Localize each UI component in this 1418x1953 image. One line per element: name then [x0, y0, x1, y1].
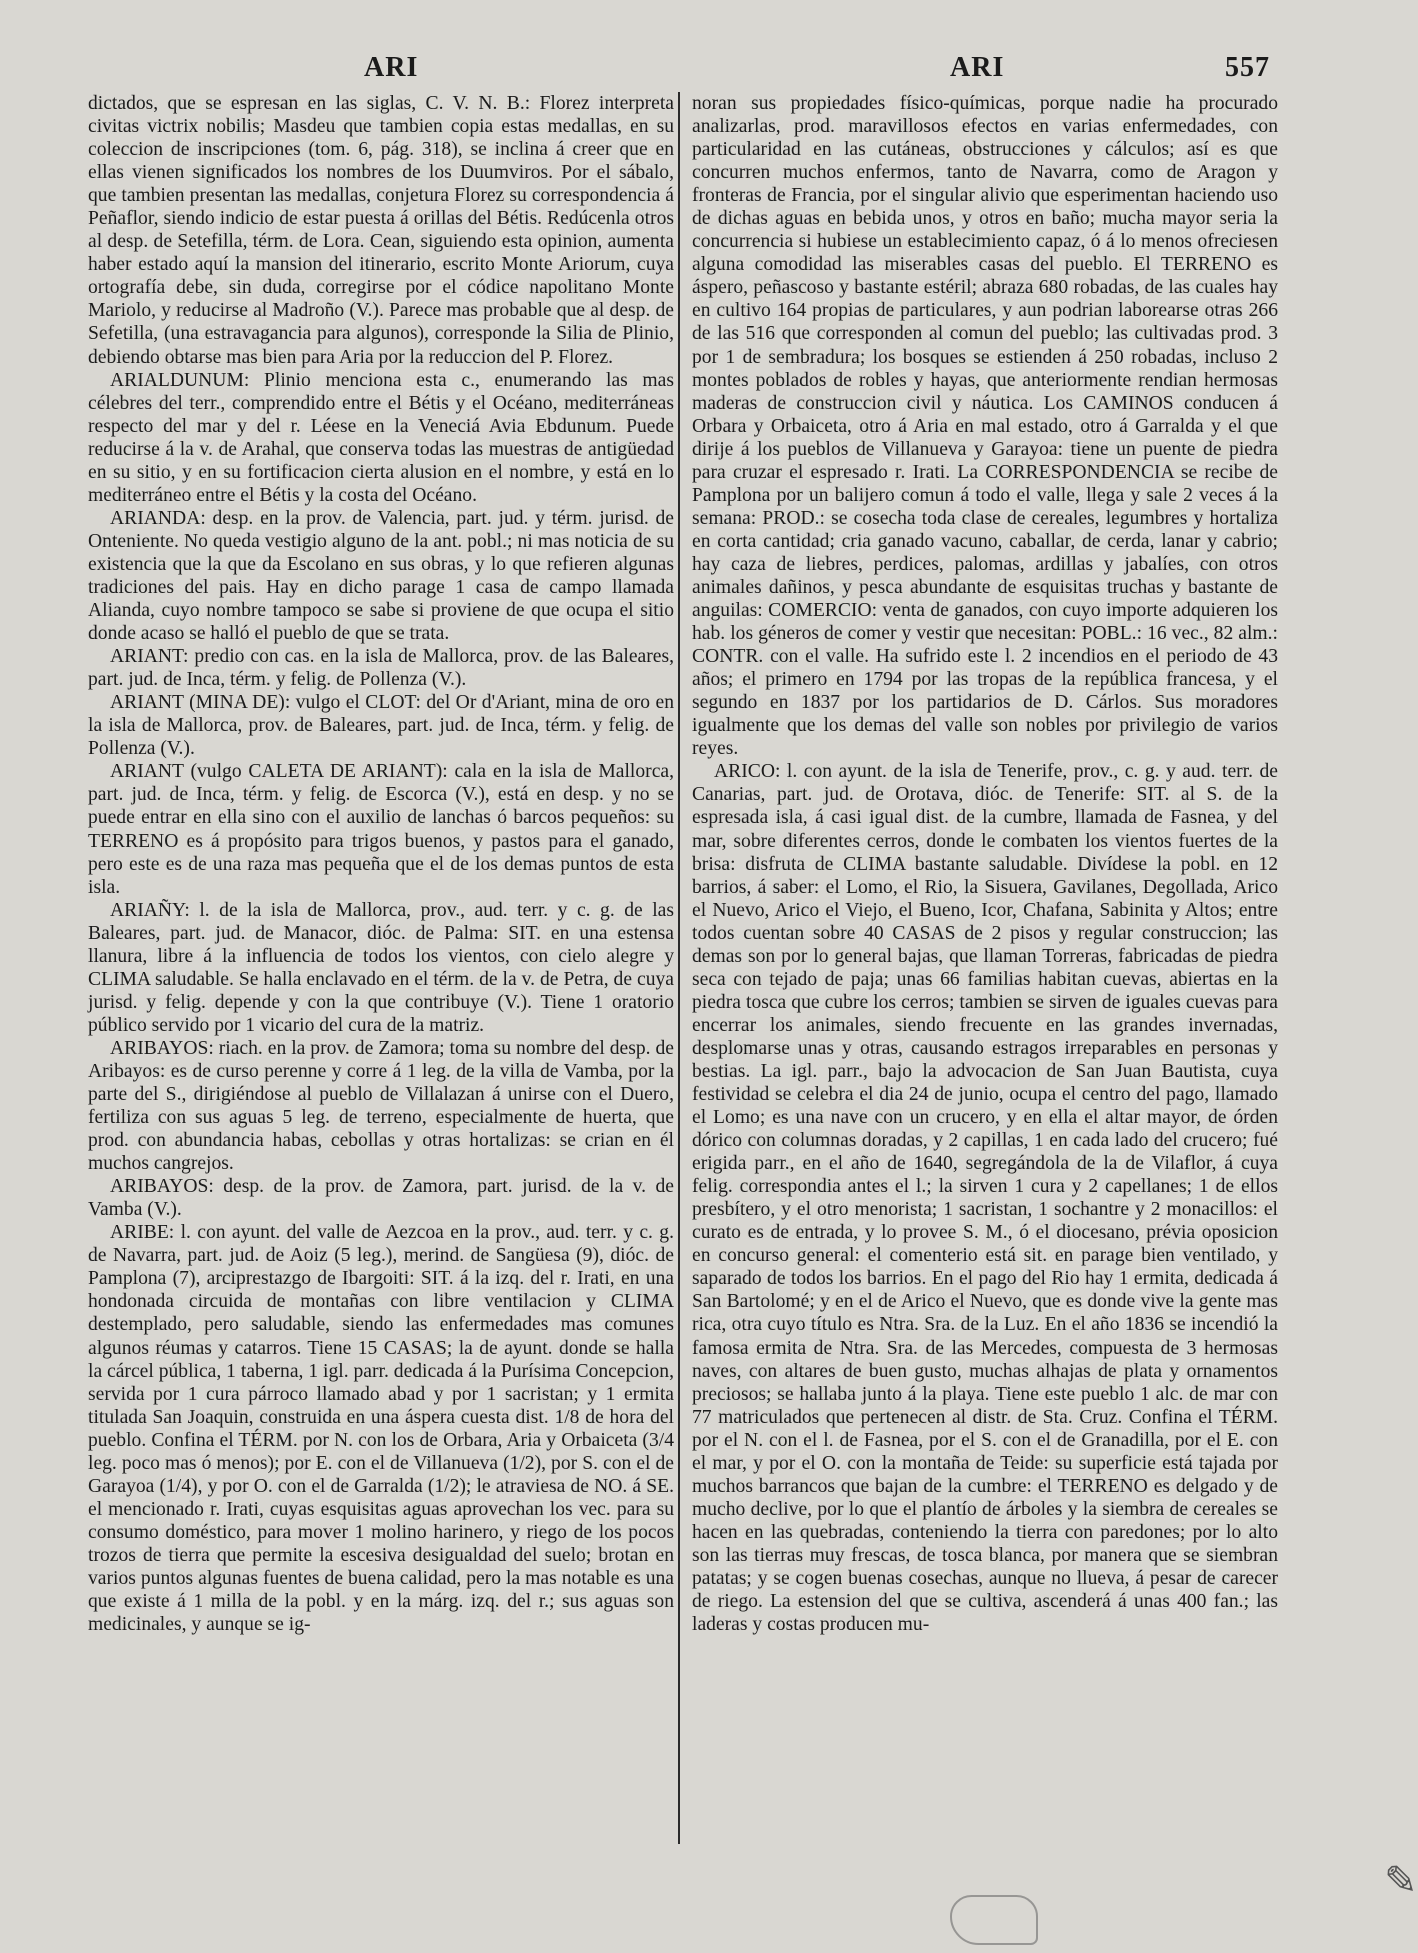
left-column	[88, 92, 674, 1636]
dictionary-entry: noran sus propiedades físico-químicas, porque nadie ha procurado analizarlas, prod. maravillosos efectos en varias enfermedades, con particularidad en las cutáneas, obstrucciones y cálculos; así es que concurren muchos enfermos, tanto de Navarra, como de Aragon y fronteras de Francia, por el singular alivio que esperimentan haciendo uso de dichas aguas en bebida unos, y otros en baño; mucha mayor seria la concurrencia si hubiese un establecimiento capaz, ó á lo menos ofreciesen alguna comodidad las miserables casas del pueblo. El TERRENO es áspero, peñascoso y bastante estéril; abraza 680 robadas, de las cuales hay en cultivo 164 propias de particulares, y aun podrian laborearse otras 266 de las 516 que corresponden al comun del pueblo; las cultivadas prod. 3 por 1 de sembradura; los bosques se estienden á 250 robadas, incluso 2 montes poblados de robles y hayas, que anteriormente rendian hermosas maderas de construccion civil y náutica. Los CAMINOS conducen á Orbara y Orbaiceta, otro á Aria en mal estado, otro á Garralda y el que dirije á los pueblos de Villanueva y Garayoa: tiene un puente de piedra para cruzar el espresado r. Irati. La CORRESPONDENCIA se recibe de Pamplona por un balijero comun á todo el valle, llega y sale 2 veces á la semana: PROD.: se cosecha toda clase de cereales, legumbres y hortaliza en corta cantidad; cria ganado vacuno, caballar, de cerda, lanar y cabrio; hay caza de liebres, perdices, palomas, ardillas y jabalíes, con otros animales dañinos, y pesca abundante de esquisitas truchas y bastante de anguilas: COMERCIO: venta de ganados, con cuyo importe adquieren los hab. los géneros de comer y vestir que necesitan: POBL.: 16 vec., 82 alm.: CONTR. con el valle. Ha sufrido este l. 2 incendios en el periodo de 43 años; el primero en 1794 por las tropas de la república francesa, y el segundo en 1837 por los partidarios de D. Cárlos. Sus moradores igualmente que los demas del valle son nobles por privilegio de varios reyes.	[692, 93, 1278, 760]
dictionary-entry: ARIANT (MINA DE): vulgo el CLOT: del Or d'Ariant, mina de oro en la isla de Mallorca, prov. de Baleares, part. jud. de Inca, térm. y felig. de Pollenza (V.).	[88, 692, 674, 760]
right-running-title: ARI	[950, 52, 1005, 83]
dictionary-entry: ARIANT (vulgo CALETA DE ARIANT): cala en la isla de Mallorca, part. jud. de Inca, térm. y felig. de Escorca (V.), está en desp. y no se puede entrar en ella sino con el auxilio de lanchas ó barcos pequeños: su TERRENO es á propósito para trigos buenos, y pastos para el ganado, pero este es de una raza mas pequeña que el de los demas puntos de esta isla.	[88, 761, 674, 898]
dictionary-entry: ARICO: l. con ayunt. de la isla de Tenerife, prov., c. g. y aud. terr. de Canarias, part. jud. de Orotava, dióc. de Tenerife: SIT. al S. de la espresada isla, á casi igual dist. de la cumbre, llamada de Fasnea, y del mar, sobre diferentes cerros, donde le combaten los vientos fuertes de la brisa: disfruta de CLIMA bastante saludable. Divídese la pobl. en 12 barrios, á saber: el Lomo, el Rio, la Sisuera, Gavilanes, Degollada, Arico el Nuevo, Arico el Viejo, el Bueno, Icor, Chafana, Sabinita y Altos; entre todos cuentan sobre 40 CASAS de 2 pisos y regular construccion; las demas son por lo general bajas, que llaman Torreras, fabricadas de piedra seca con tejado de paja; unas 66 familias habitan cuevas, abiertas en la piedra tosca que cubre los cerros; tambien se sirven de iguales cuevas para encerrar los animales, siendo frecuente en las grandes invernadas, desplomarse unas y otras, causando estragos irreparables en personas y bestias. La igl. parr., bajo la advocacion de San Juan Bautista, cuya festividad se celebra el dia 24 de junio, ocupa el centro del pago, llamado el Lomo; es una nave con un crucero, y en ella el altar mayor, de órden dórico con columnas doradas, y 2 capillas, 1 en cada lado del crucero; fué erigida parr., en el año de 1640, segregándola de la de Vilaflor, á cuya felig. correspondia antes el l.; la sirven 1 cura y 2 capellanes; 1 de ellos presbítero, y el otro menorista; 1 sacristan, 1 sochantre y 2 monacillos: el curato es de entrada, y lo provee S. M., ó el diocesano, prévia oposicion en concurso general: el comenterio está sit. en parage bien ventilado, y saparado de todos los barrios. En el pago del Rio hay 1 ermita, dedicada á San Bartolomé; y en el de Arico el Nuevo, que es donde vive la gente mas rica, otra cuyo título es Ntra. Sra. de la Luz. En el año 1836 se incendió la famosa ermita de Ntra. Sra. de las Mercedes, compuesta de 3 hermosas naves, con altares de buen gusto, muchas alhajas de plata y ornamentos preciosos; se hallaba junto á la playa. Tiene este pueblo 1 alc. de mar con 77 matriculados que pertenecen al distr. de Sta. Cruz. Confina el TÉRM. por el N. con el l. de Fasnea, por el S. con el de Granadilla, por el E. con el mar, y por el O. con la montaña de Teide: su superficie está tajada por muchos barrancos que bajan de la cumbre: el TERRENO es delgado y de mucho declive, por lo que el plantío de árboles y la siembra de cereales se hacen en las quebradas, conteniendo la tierra con paredones; por lo alto son las tierras muy frescas, de tosca blanca, por manera que se siembran patatas; y se cogen buenas cosechas, aunque no llueva, á pesar de carecer de riego. La estension del que se cultiva, ascenderá á unas 400 fan.; las laderas y costas producen mu-	[692, 761, 1278, 1636]
left-running-title: ARI	[364, 52, 419, 83]
dictionary-entry: ARIALDUNUM: Plinio menciona esta c., enumerando las mas célebres del terr., comprendido entre el Bétis y el Océano, mediterráneas respecto del mar y del r. Léese en la Veneciá Avia Ebdunum. Puede reducirse á la v. de Arahal, que conserva todas las muestras de antigüedad en su sitio, y en su fortificacion cierta alusion en el nombre, y está en lo mediterráneo entre el Bétis y la costa del Océano.	[88, 369, 674, 506]
margin-handwriting-icon: ✎	[1384, 1858, 1418, 1904]
page-number: 557	[1225, 52, 1270, 83]
right-column	[692, 92, 1278, 1636]
dictionary-entry: ARIANT: predio con cas. en la isla de Mallorca, prov. de las Baleares, part. jud. de Inca, térm. y felig. de Pollenza (V.).	[88, 646, 674, 691]
dictionary-entry: dictados, que se espresan en las siglas, C. V. N. B.: Florez interpreta civitas victrix nobilis; Masdeu que tambien copia estas medallas, en su coleccion de inscripciones (tom. 6, pág. 318), se inclina á creer que en ellas vienen significados los nombres de los Duumviros. Por el sábalo, que tambien presentan las medallas, conjetura Florez su correspondencia á Peñaflor, siendo indicio de estar puesta á orillas del Bétis. Redúcenla otros al desp. de Setefilla, térm. de Lora. Cean, siguiendo esta opinion, aumenta haber estado aquí la mansion del itinerario, escrito Monte Ariorum, cuya ortografía debe, sin duda, corregirse por el códice napolitano Monte Mariolo, y reducirse al Madroño (V.). Parece mas probable que al desp. de Sefetilla, (una estravagancia para algunos), corresponde la Silia de Plinio, debiendo obtarse mas bien para Aria por la reduccion del P. Florez.	[88, 93, 674, 368]
running-header	[88, 52, 1270, 88]
dictionary-entry: ARIBAYOS: desp. de la prov. de Zamora, part. jurisd. de la v. de Vamba (V.).	[88, 1176, 674, 1221]
dictionary-entry: ARIBE: l. con ayunt. del valle de Aezcoa en la prov., aud. terr. y c. g. de Navarra, part. jud. de Aoiz (5 leg.), merind. de Sangüesa (9), dióc. de Pamplona (7), arciprestazgo de Ibargoiti: SIT. á la izq. del r. Irati, en una hondonada circuida de montañas con libre ventilacion y CLIMA destemplado, pero saludable, siendo las enfermedades mas comunes algunos réumas y catarros. Tiene 15 CASAS; la de ayunt. donde se halla la cárcel pública, 1 taberna, 1 igl. parr. dedicada á la Purísima Concepcion, servida por 1 cura párroco llamado abad y por 1 sacristan; y 1 ermita titulada San Joaquin, construida en una áspera cuesta dist. 1/8 de hora del pueblo. Confina el TÉRM. por N. con los de Orbara, Aria y Orbaiceta (3/4 leg. poco mas ó menos); por E. con el de Villanueva (1/2), por S. con el de Garayoa (1/4), y por O. con el de Garralda (1/2); le atraviesa de NO. á SE. el mencionado r. Irati, cuyas esquisitas aguas aprovechan los vec. para su consumo doméstico, para mover 1 molino harinero, y riego de los pocos trozos de tierra que permite la escesiva desigualdad del suelo; brotan en varios puntos algunas fuentes de buena calidad, pero la mas notable es una que existe á 1 milla de la pobl. y en la márg. izq. del r.; sus aguas son medicinales, y aunque se ig-	[88, 1222, 674, 1636]
dictionary-entry: ARIBAYOS: riach. en la prov. de Zamora; toma su nombre del desp. de Aribayos: es de curso perenne y corre á 1 leg. de la villa de Vamba, por la parte del S., dirigiéndose al pueblo de Villalazan á unirse con el Duero, fertiliza con sus aguas 5 leg. de terreno, especialmente de huerta, que prod. con abundancia habas, cebollas y otras hortalizas: se crian en él muchos cangrejos.	[88, 1037, 674, 1175]
dictionary-entry: ARIAÑY: l. de la isla de Mallorca, prov., aud. terr. y c. g. de las Baleares, part. jud. de Manacor, dióc. de Palma: SIT. en una estensa llanura, libre á la influencia de todos los vientos, con cielo alegre y CLIMA saludable. Se halla enclavado en el térm. de la v. de Petra, de cuya jurisd. y felig. depende y con la que contribuye (V.). Tiene 1 oratorio público servido por 1 vicario del cura de la matriz.	[88, 899, 674, 1036]
library-stamp-icon	[950, 1895, 1038, 1945]
column-divider	[678, 92, 680, 1844]
dictionary-entry: ARIANDA: desp. en la prov. de Valencia, part. jud. y térm. jurisd. de Onteniente. No queda vestigio alguno de la ant. pobl.; ni mas noticia de su existencia que la que da Escolano en sus obras, y lo que refieren algunas tradiciones del pais. Hay en dicho parage 1 casa de campo llamada Alianda, cuyo nombre tampoco se sabe si proviene de que ocupa el sitio donde acaso se halló el pueblo de que se trata.	[88, 507, 674, 645]
